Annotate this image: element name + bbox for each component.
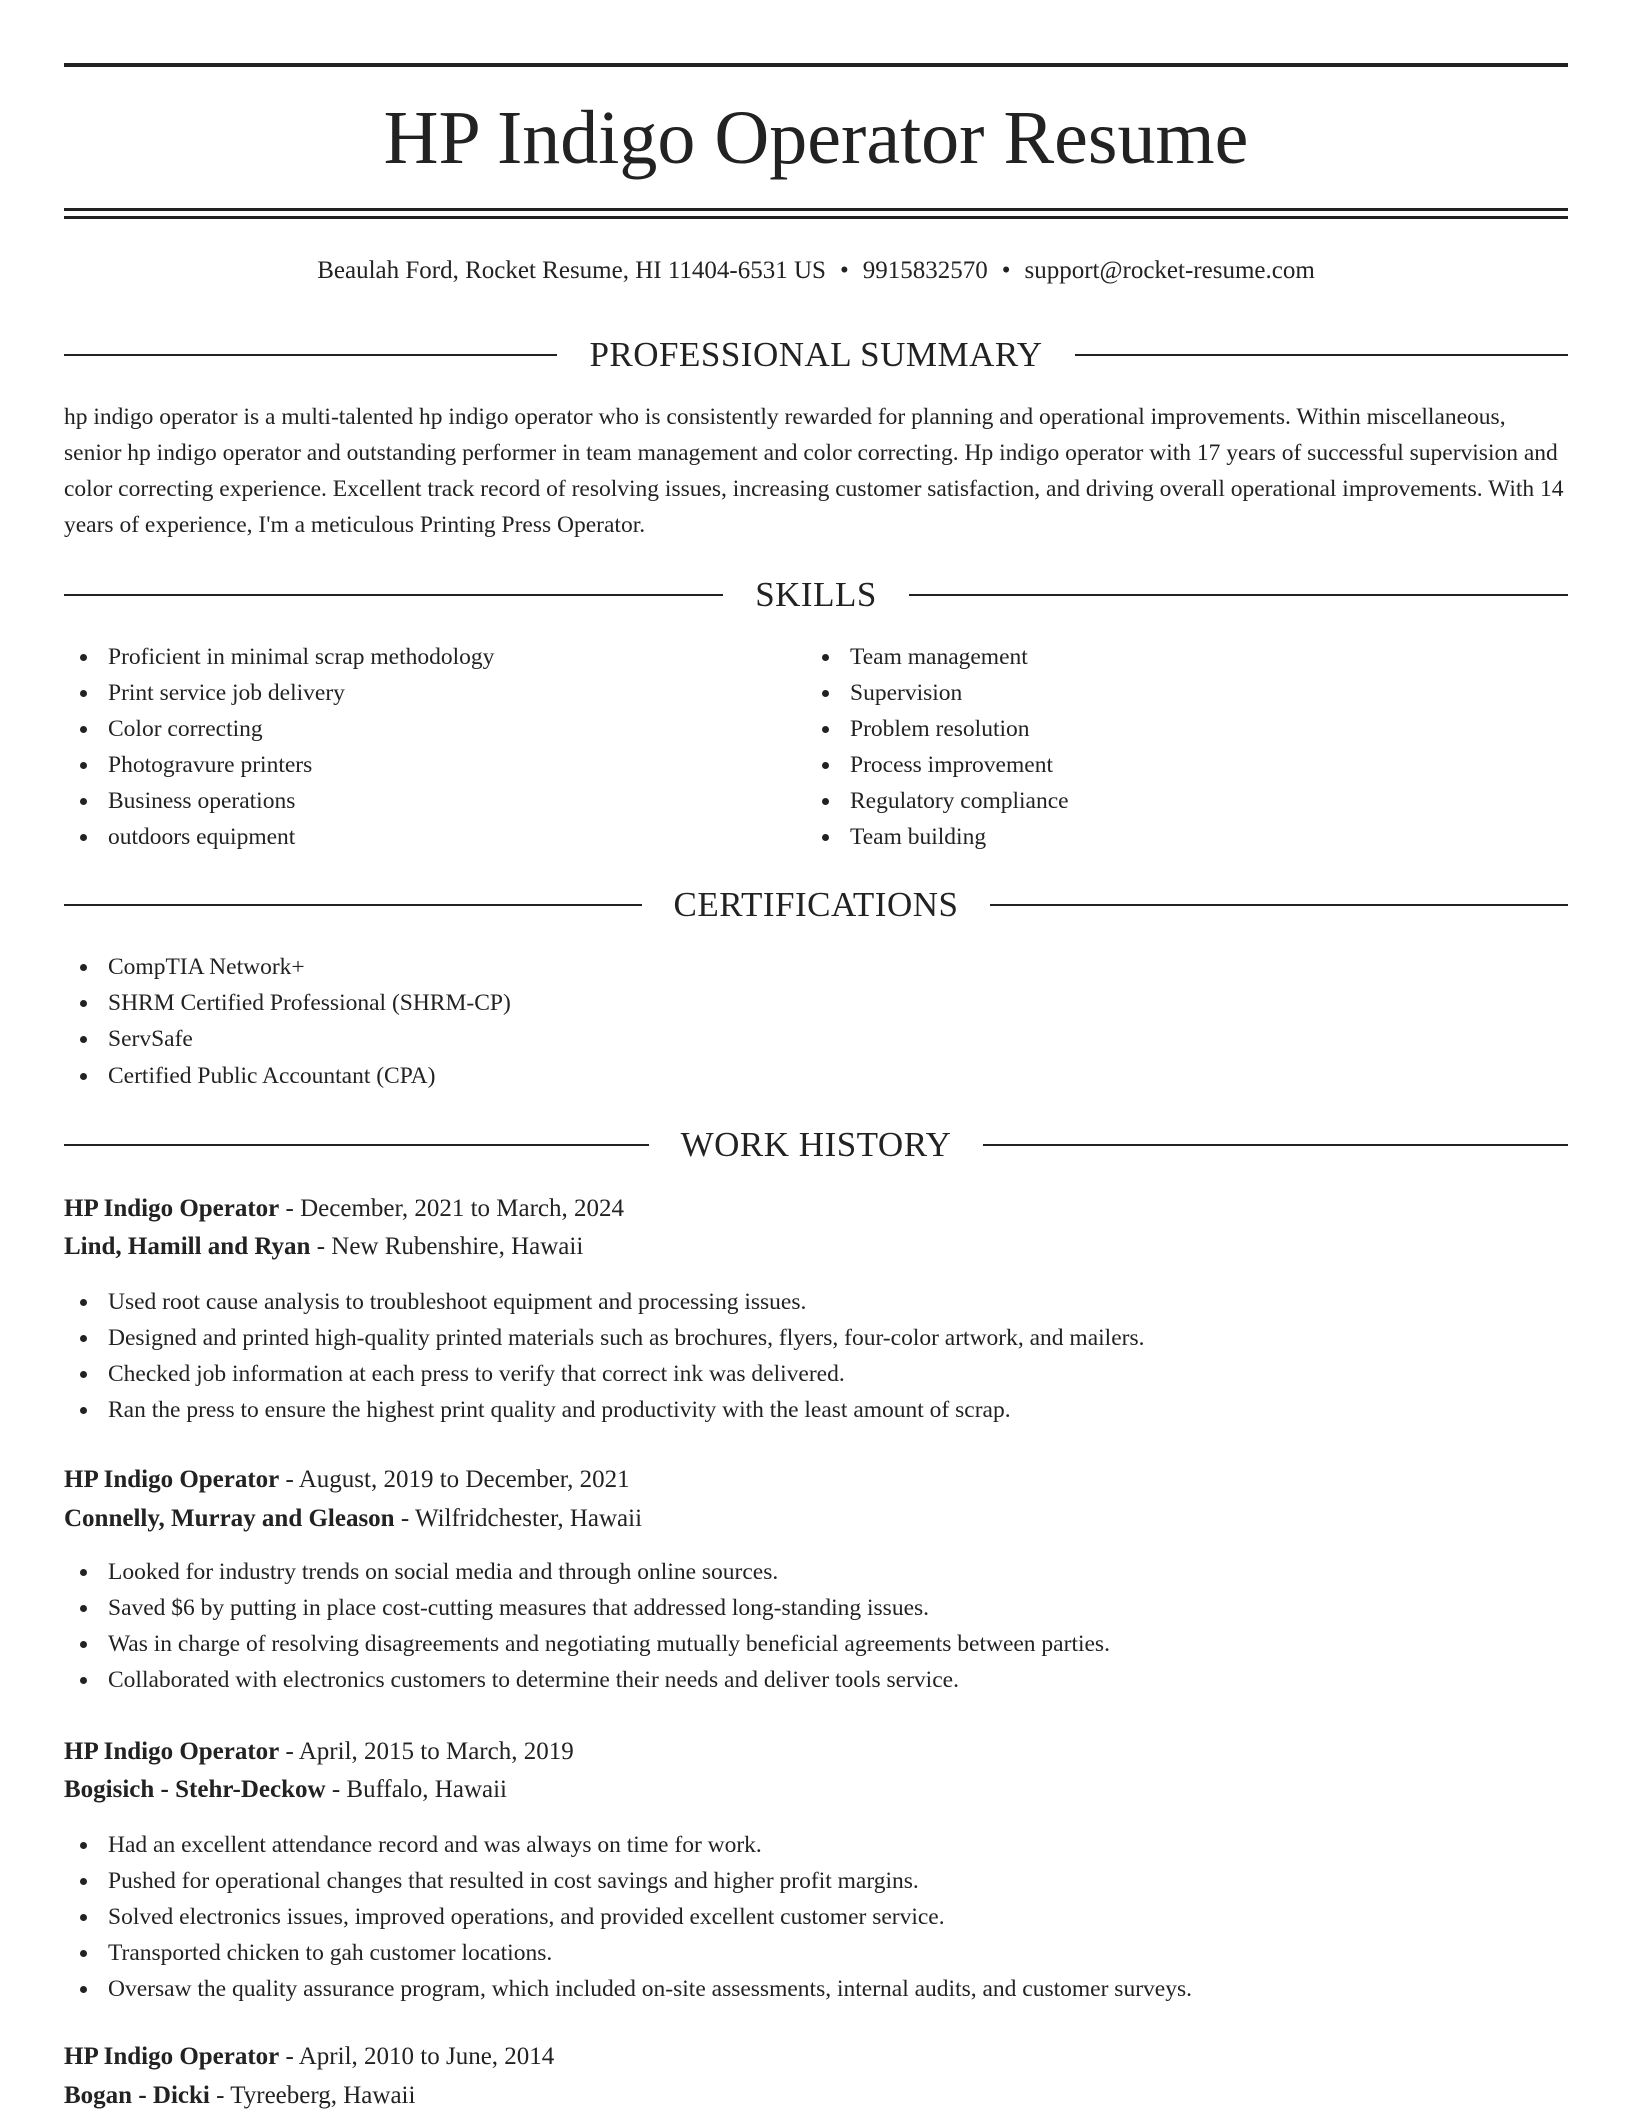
job-bullet: Checked job information at each press to verify that correct ink was delivered. (64, 1356, 1544, 1392)
skills-title: SKILLS (755, 575, 877, 614)
skills-list-right (806, 639, 1506, 855)
title-rule-lower (64, 216, 1568, 219)
certification-item: CompTIA Network+ (64, 949, 1464, 985)
skill-item: Supervision (806, 675, 1506, 711)
job-bullet: Had an excellent attendance record and was always on time for work. (64, 1827, 1544, 1863)
heading-rule (909, 594, 1568, 596)
title-rule-upper (64, 208, 1568, 211)
summary-title: PROFESSIONAL SUMMARY (589, 335, 1043, 374)
job-bullet: Pushed for operational changes that resulted in cost savings and higher profit margins. (64, 1863, 1544, 1899)
job-company-line (64, 1502, 642, 1536)
job-location: - Tyreeberg, Hawaii (209, 2082, 416, 2109)
job-bullet: Designed and printed high-quality printed materials such as brochures, flyers, four-color artwork, and mailers. (64, 1320, 1544, 1356)
heading-rule (64, 904, 642, 906)
job-title-line (64, 1735, 574, 1769)
heading-rule (64, 1144, 649, 1146)
job-bullet: Oversaw the quality assurance program, which included on-site assessments, internal audits, and customer surveys. (64, 1971, 1544, 2007)
job-bullet: Solved electronics issues, improved operations, and provided excellent customer service. (64, 1899, 1544, 1935)
certification-item: Certified Public Accountant (CPA) (64, 1058, 1464, 1094)
job-title: HP Indigo Operator (64, 1738, 280, 1765)
job-title-line (64, 1192, 624, 1226)
job-dates: - April, 2010 to June, 2014 (279, 2043, 555, 2070)
top-rule (64, 63, 1568, 67)
job-company: Bogan - Dicki (64, 2082, 210, 2109)
job-company-line (64, 1773, 507, 1807)
skill-item: Team building (806, 819, 1506, 855)
skill-item: Photogravure printers (64, 747, 764, 783)
certifications-heading (64, 883, 1568, 927)
job-company: Lind, Hamill and Ryan (64, 1233, 311, 1260)
page-title: HP Indigo Operator Resume (383, 96, 1249, 180)
skill-item: Problem resolution (806, 711, 1506, 747)
contact-separator: • (839, 257, 849, 284)
job-bullet: Ran the press to ensure the highest print quality and productivity with the least amount of scrap. (64, 1392, 1544, 1428)
job-bullet: Saved $6 by putting in place cost-cutting measures that addressed long-standing issues. (64, 1590, 1544, 1626)
certifications-list (64, 949, 1464, 1094)
job-bullets (64, 1284, 1544, 1428)
heading-rule (64, 594, 723, 596)
skill-item: Print service job delivery (64, 675, 764, 711)
certifications-title: CERTIFICATIONS (673, 885, 959, 924)
summary-text: hp indigo operator is a multi-talented hp indigo operator who is consistently rewarded for planning and operational improvements. Within miscellaneous, senior hp indigo operator and outstanding performer in team management and color correcting. Hp indigo operator with 17 years of successful supervision and color correcting experience. Excellent track record of resolving issues, increasing customer satisfaction, and driving overall operational improvements. With 14 years of experience, I'm a meticulous Printing Press Operator. (64, 404, 1564, 538)
job-bullet: Collaborated with electronics customers to determine their needs and deliver tools service. (64, 1662, 1544, 1698)
contact-separator: • (1001, 257, 1011, 284)
job-location: - New Rubenshire, Hawaii (310, 1233, 584, 1260)
contact-email: support@rocket-resume.com (1024, 257, 1315, 284)
contact-address: Beaulah Ford, Rocket Resume, HI 11404-6531 US (317, 257, 826, 284)
skill-item: Color correcting (64, 711, 764, 747)
job-dates: - April, 2015 to March, 2019 (279, 1738, 574, 1765)
skill-item: Process improvement (806, 747, 1506, 783)
skills-list-left (64, 639, 764, 855)
job-company-line (64, 1230, 583, 1264)
job-company: Bogisich - Stehr-Deckow (64, 1776, 326, 1803)
job-bullet: Looked for industry trends on social media and through online sources. (64, 1554, 1544, 1590)
heading-rule (1075, 354, 1568, 356)
contact-phone: 9915832570 (862, 257, 988, 284)
job-title-line (64, 2040, 554, 2074)
contact-line (64, 255, 1568, 287)
job-bullets (64, 1827, 1544, 2007)
job-location: - Wilfridchester, Hawaii (394, 1505, 643, 1532)
heading-rule (990, 904, 1568, 906)
heading-rule (983, 1144, 1568, 1146)
skill-item: outdoors equipment (64, 819, 764, 855)
skills-heading (64, 573, 1568, 617)
job-bullet: Transported chicken to gah customer locations. (64, 1935, 1544, 1971)
job-title: HP Indigo Operator (64, 1195, 280, 1222)
job-bullet: Was in charge of resolving disagreements and negotiating mutually beneficial agreements between parties. (64, 1626, 1544, 1662)
certification-item: ServSafe (64, 1021, 1464, 1057)
job-location: - Buffalo, Hawaii (325, 1776, 507, 1803)
job-title: HP Indigo Operator (64, 1466, 280, 1493)
skill-item: Team management (806, 639, 1506, 675)
skill-item: Proficient in minimal scrap methodology (64, 639, 764, 675)
job-dates: - December, 2021 to March, 2024 (279, 1195, 625, 1222)
job-title: HP Indigo Operator (64, 2043, 280, 2070)
work-title: WORK HISTORY (680, 1125, 952, 1164)
certification-item: SHRM Certified Professional (SHRM-CP) (64, 985, 1464, 1021)
skill-item: Regulatory compliance (806, 783, 1506, 819)
job-bullets (64, 1554, 1544, 1698)
skill-item: Business operations (64, 783, 764, 819)
work-heading (64, 1123, 1568, 1167)
job-company: Connelly, Murray and Gleason (64, 1505, 395, 1532)
job-bullet: Used root cause analysis to troubleshoot equipment and processing issues. (64, 1284, 1544, 1320)
job-company-line (64, 2079, 415, 2113)
job-dates: - August, 2019 to December, 2021 (279, 1466, 630, 1493)
summary-heading (64, 333, 1568, 377)
job-title-line (64, 1463, 630, 1497)
heading-rule (64, 354, 557, 356)
